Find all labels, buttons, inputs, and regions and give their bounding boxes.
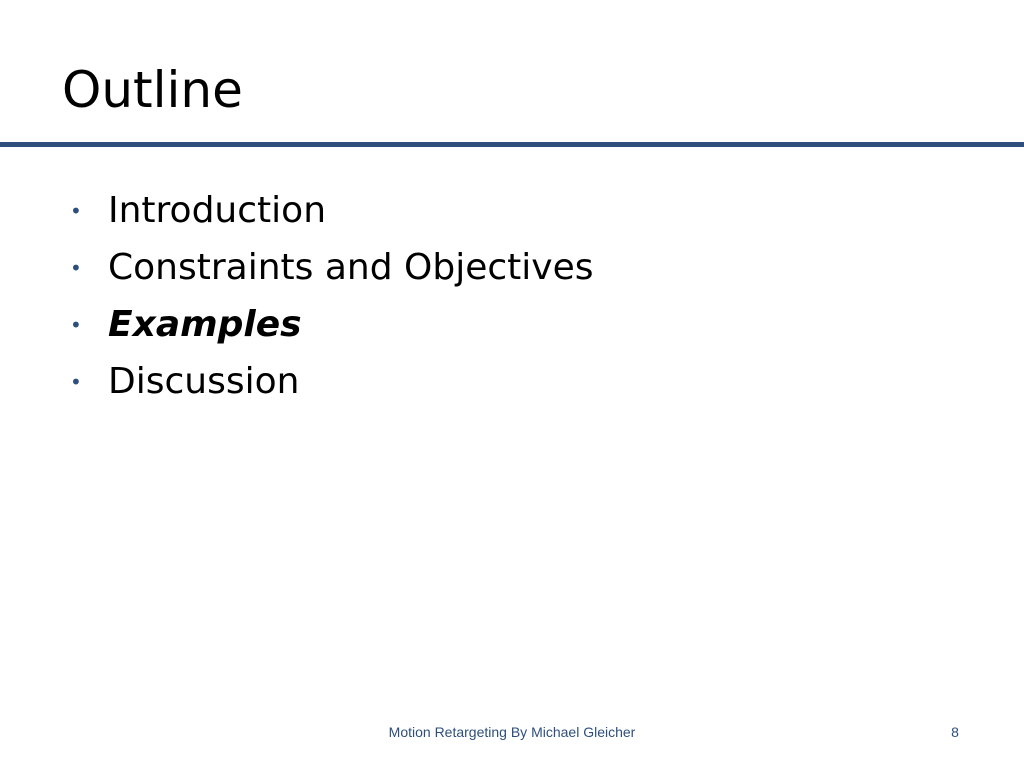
bullet-item-discussion: [70, 353, 593, 410]
slide-footer: Motion Retargeting By Michael Gleicher: [388, 724, 636, 740]
bullet-icon: •: [70, 312, 82, 337]
slide-title: Outline: [62, 61, 243, 119]
title-divider: [0, 142, 1024, 147]
bullet-item-constraints: [70, 239, 593, 296]
bullet-item-examples: [70, 296, 593, 353]
bullet-text: Introduction: [108, 189, 327, 231]
bullet-text: Discussion: [108, 360, 300, 402]
bullet-icon: •: [70, 255, 82, 280]
bullet-icon: •: [70, 198, 82, 223]
bullet-text-emphasized: Examples: [108, 303, 302, 345]
bullet-item-introduction: [70, 182, 593, 239]
bullet-icon: •: [70, 369, 82, 394]
bullet-list: [70, 182, 593, 410]
bullet-text: Constraints and Objectives: [108, 246, 594, 288]
page-number: 8: [951, 724, 959, 740]
